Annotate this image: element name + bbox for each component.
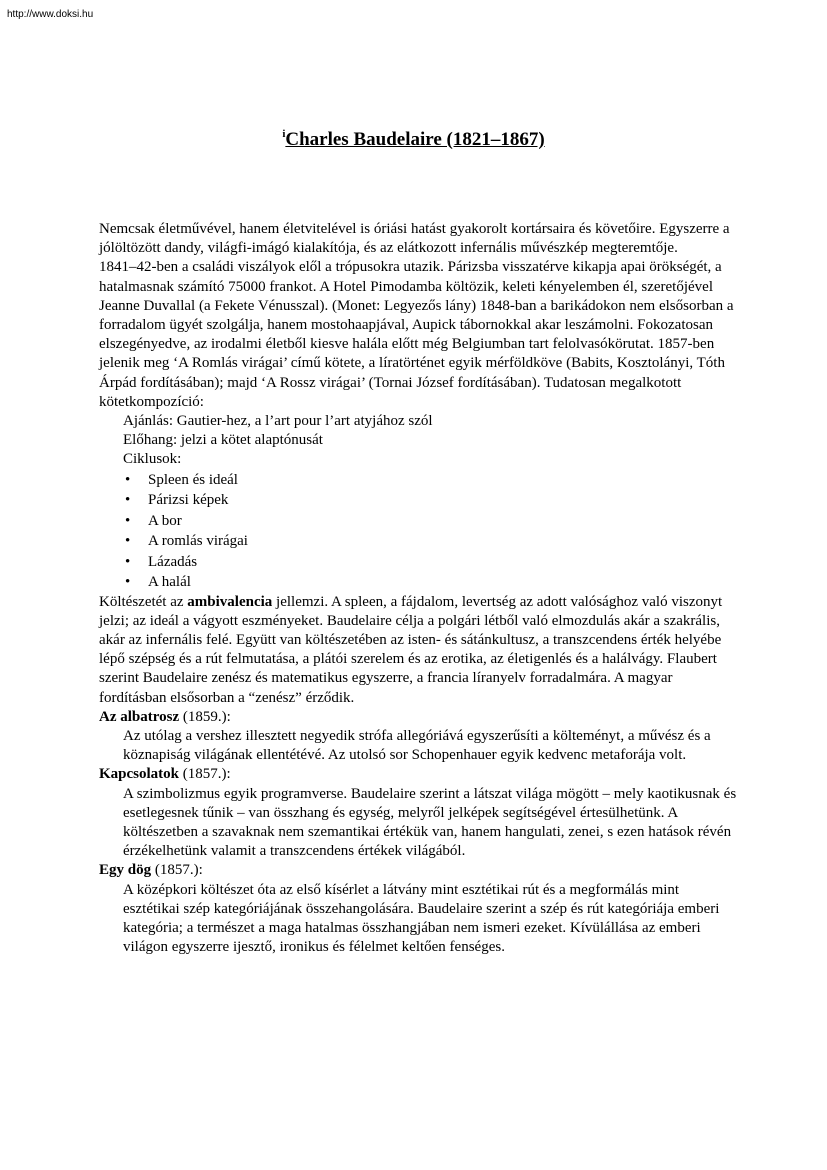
list-item xyxy=(123,490,739,511)
cycle-label: A romlás virágai xyxy=(148,533,248,550)
cycle-label: A halál xyxy=(148,574,191,591)
poetics-keyword: ambivalencia xyxy=(187,593,273,610)
source-url: http://www.doksi.hu xyxy=(7,9,94,20)
cycle-label: Spleen és ideál xyxy=(148,471,238,488)
poem-year: (1857.): xyxy=(151,862,203,879)
bullet-icon: • xyxy=(125,553,131,570)
list-item xyxy=(123,572,739,593)
poem-year: (1857.): xyxy=(179,766,231,783)
list-item xyxy=(123,470,739,491)
poem-text-albatrosz: Az utólag a vershez illesztett negyedik strófa allegóriává egyszerűsíti a költeményt, a művész és a köznapiság világának ellentétévé. Az utolsó sor Schopenhauer egyik kedvenc metaforája volt. xyxy=(123,728,711,764)
cycle-label: A bor xyxy=(148,512,182,529)
cycles-list xyxy=(99,470,739,593)
bullet-icon: • xyxy=(125,512,131,529)
poem-title: Egy dög xyxy=(99,862,152,879)
list-item xyxy=(123,531,739,552)
cycle-label: Lázadás xyxy=(148,553,198,570)
poem-heading-kapcsolatok xyxy=(99,765,739,784)
poem-text-egy-dog: A középkori költészet óta az első kísérlet a látvány mint esztétikai rút és a megformálás mint esztétikai szép kategóriájának összehangolására. Baudelaire szerint a szép és rút kategóriája emberi kategória; a természet a maga hatalmas összhangjában nem ismeri ezeket. Kívülállása az emberi világon egyszerre ijesztő, ironikus és félelmet keltően fenséges. xyxy=(123,881,720,956)
poem-heading-egy-dog xyxy=(99,861,739,880)
composition-dedication: Ajánlás: Gautier-hez, a l’art pour l’art atyjához szól xyxy=(123,413,433,430)
composition-prelude: Előhang: jelzi a kötet alaptónusát xyxy=(123,432,323,449)
document-body xyxy=(99,220,739,958)
poetics-text: jellemzi. A spleen, a fájdalom, levertség az adott valósághoz való viszonyt jelzi; az ideál a vágyott eszményeket. Baudelaire célja a polgári létből való elmozdulás akár a szakrális, akár az infernális felé. Együtt van költészetében az isten- és sátánkultusz, a transzcendens érték helyébe lépő szépség és a rút felmutatása, a plátói szerelem és az erotika, az életigenlés és a halálvágy. Flaubert szerint Baudelaire zenész és matematikus egyszerre, a francia líranyelv forradalmára. A magyar fordításban elsősorban a “zenész” érződik. xyxy=(99,593,723,706)
intro-paragraph: Nemcsak életművével, hanem életvitelével is óriási hatást gyakorolt kortársaira és követőire. Egyszerre a jólöltözött dandy, világfi-imágó kialakítója, és az elátkozott infernális művészkép megteremtője. xyxy=(99,221,730,257)
bullet-icon: • xyxy=(125,574,131,591)
list-item xyxy=(123,552,739,573)
page-title xyxy=(0,122,827,152)
biography-paragraph: 1841–42-ben a családi viszályok elől a trópusokra utazik. Párizsba visszatérve kikapja apai örökségét, a hatalmasnak számító 75000 frankot. A Hotel Pimodamba költözik, keleti kényelemben él, szeretőjével Jeanne Duvallal (a Fekete Vénusszal). (Monet: Legyezős lány) 1848-ban a barikádokon nem elsősorban a forradalom ügyét szolgálja, hanem mostohaapjával, Aupick tábornokkal akar leszámolni. Fokozatosan elszegényedve, az irodalmi életből kiesve halála előtt még Belgiumban tart felolvasókörutat. 1857-ben jelenik meg ‘A Romlás virágai’ című kötete, a líratörténet egyik mérföldköve (Babits, Kosztolányi, Tóth Árpád fordításában); majd ‘A Rossz virágai’ (Tornai József fordításában). Tudatosan megalkotott kötetkompozíció: xyxy=(99,259,734,410)
poetics-paragraph xyxy=(99,593,739,708)
bullet-icon: • xyxy=(125,492,131,509)
bullet-icon: • xyxy=(125,533,131,550)
list-item xyxy=(123,511,739,532)
poem-title: Az albatrosz xyxy=(99,708,180,725)
poem-title: Kapcsolatok xyxy=(99,766,180,783)
cycle-label: Párizsi képek xyxy=(148,492,229,509)
endnote-marker: i xyxy=(282,128,286,140)
poem-text-kapcsolatok: A szimbolizmus egyik programverse. Baudelaire szerint a látszat világa mögött – mely kaotikusnak és esetlegesnek tűnik – van összhang és egység, melyről jelképek segítségével értesülhetünk. A költészetben a szavaknak nem szemantikai értékük van, hanem hangulati, zenei, s ezen hatások révén érzékelhetünk valamit a transzcendens értékek világából. xyxy=(123,785,737,860)
poem-year: (1859.): xyxy=(179,708,231,725)
bullet-icon: • xyxy=(125,471,131,488)
page-title-text: Charles Baudelaire (1821–1867) xyxy=(285,129,545,150)
composition-cycles-label: Ciklusok: xyxy=(123,451,182,468)
poem-heading-albatrosz xyxy=(99,708,739,727)
poetics-lead: Költészetét az xyxy=(99,593,188,610)
